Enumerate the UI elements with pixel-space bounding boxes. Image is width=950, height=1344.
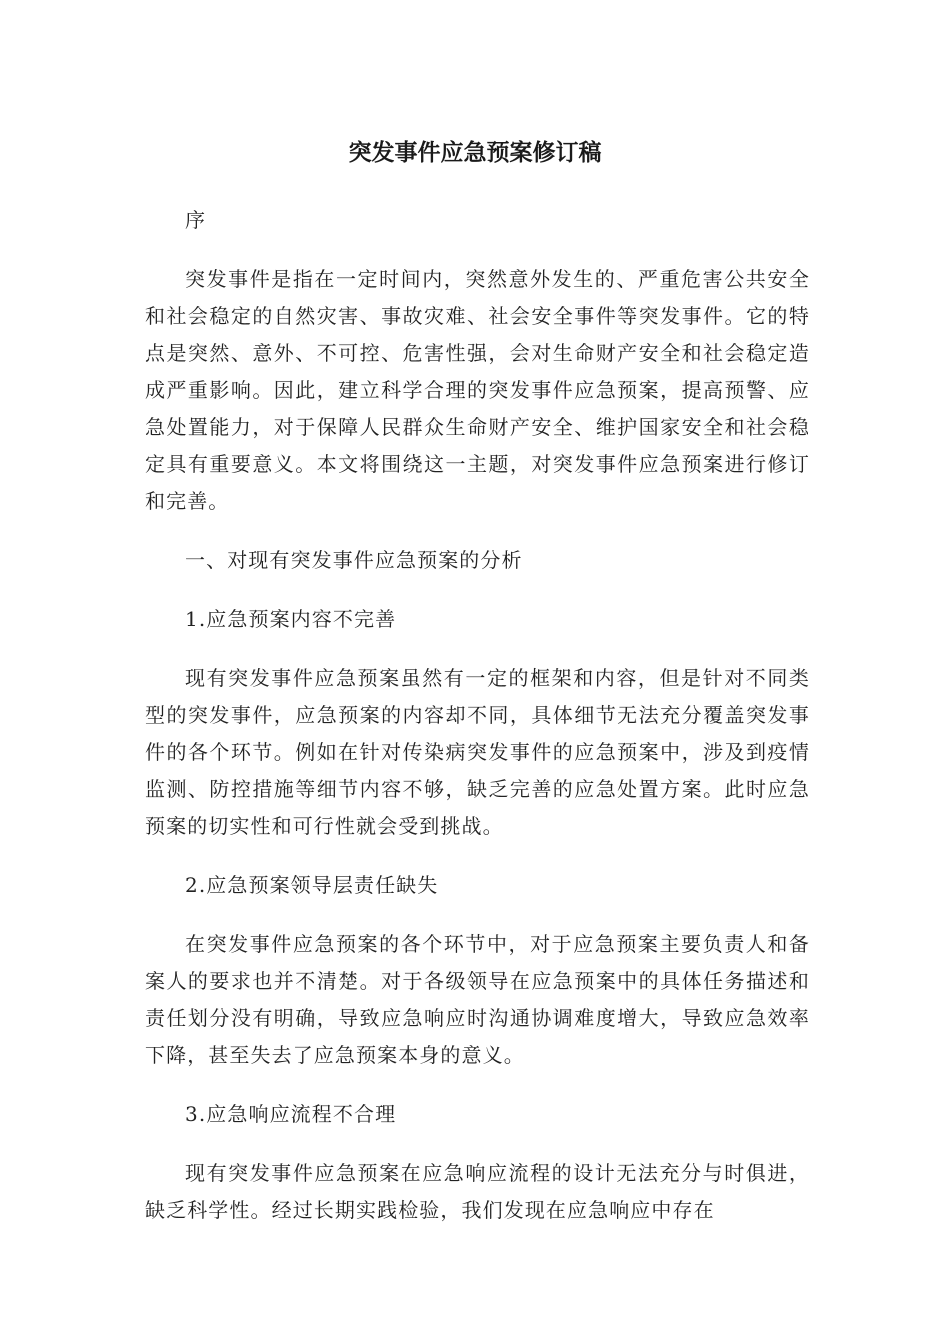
subheading-leadership-responsibility: 2.应急预案领导层责任缺失 xyxy=(185,873,439,897)
section-heading-preface: 序 xyxy=(185,208,207,232)
document-title: 突发事件应急预案修订稿 xyxy=(348,140,602,166)
paragraph-response-process: 现有突发事件应急预案在应急响应流程的设计无法充分与时俱进，缺乏科学性。经过长期实践检验，我们发现在应急响应中存在 xyxy=(145,1161,810,1222)
subheading-response-process: 3.应急响应流程不合理 xyxy=(185,1102,397,1126)
paragraph-introduction: 突发事件是指在一定时间内，突然意外发生的、严重危害公共安全和社会稳定的自然灾害、事故灾难、社会安全事件等突发事件。它的特点是突然、意外、不可控、危害性强，会对生命财产安全和社会稳定造成严重影响。因此，建立科学合理的突发事件应急预案，提高预警、应急处置能力，对于保障人民群众生命财产安全、维护国家安全和社会稳定具有重要意义。本文将围绕这一主题，对突发事件应急预案进行修订和完善。 xyxy=(145,267,810,513)
subheading-incomplete-content: 1.应急预案内容不完善 xyxy=(185,607,397,631)
paragraph-leadership-responsibility: 在突发事件应急预案的各个环节中，对于应急预案主要负责人和备案人的要求也并不清楚。对于各级领导在应急预案中的具体任务描述和责任划分没有明确，导致应急响应时沟通协调难度增大，导致应急效率下降，甚至失去了应急预案本身的意义。 xyxy=(145,932,810,1067)
paragraph-incomplete-content: 现有突发事件应急预案虽然有一定的框架和内容，但是针对不同类型的突发事件，应急预案的内容却不同，具体细节无法充分覆盖突发事件的各个环节。例如在针对传染病突发事件的应急预案中，涉及到疫情监测、防控措施等细节内容不够，缺乏完善的应急处置方案。此时应急预案的切实性和可行性就会受到挑战。 xyxy=(145,666,810,838)
document-body xyxy=(145,202,810,1251)
section-heading-analysis: 一、对现有突发事件应急预案的分析 xyxy=(185,548,523,572)
